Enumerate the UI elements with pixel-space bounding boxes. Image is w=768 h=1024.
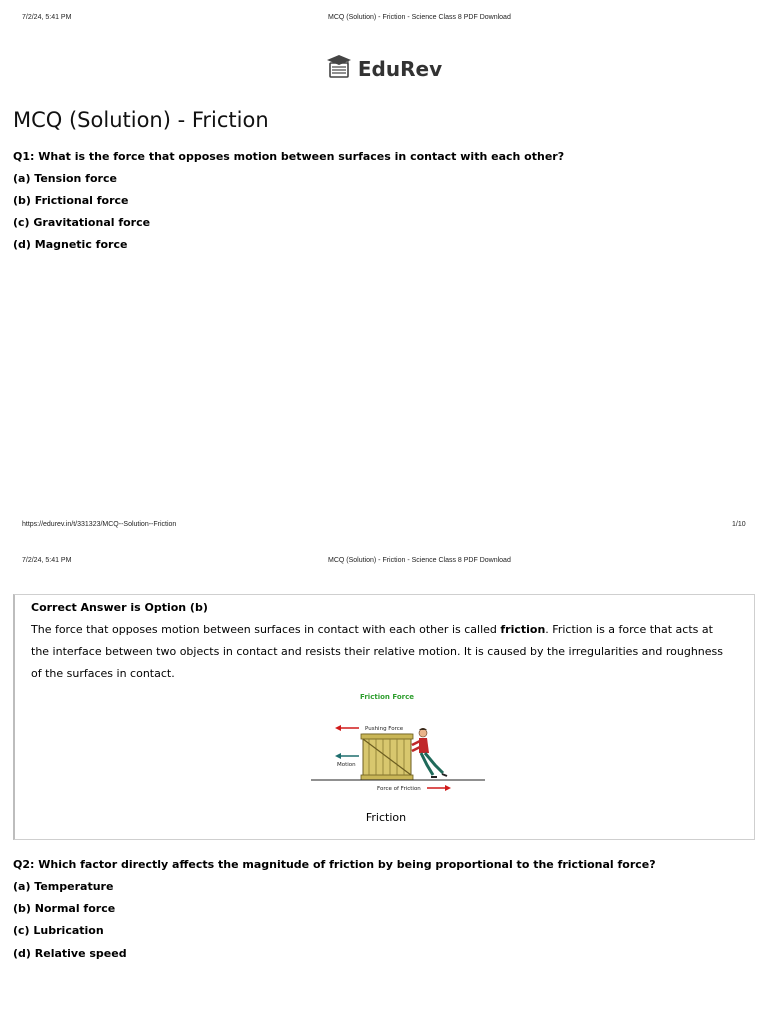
q1-option-b: (b) Frictional force: [13, 194, 129, 207]
q2-option-b: (b) Normal force: [13, 902, 116, 915]
person-pushing-icon: [412, 728, 447, 777]
answer-text-part: The force that opposes motion between surfaces in contact with each other is called: [31, 623, 501, 636]
logo-text: EduRev: [357, 57, 443, 81]
q2-option-c: (c) Lubrication: [13, 924, 104, 937]
pushing-arrow-head: [335, 725, 341, 731]
figure-caption: Friction: [365, 811, 407, 824]
page-footer-number: 1/10: [732, 521, 746, 528]
friction-figure: [295, 691, 485, 803]
page-title: MCQ (Solution) - Friction: [13, 108, 269, 132]
answer-box: [13, 594, 755, 840]
page-header-title: MCQ (Solution) - Friction - Science Class 8 PDF Download: [328, 557, 511, 564]
answer-explanation: [31, 619, 731, 685]
graduation-cap-icon: [326, 54, 352, 84]
crate: [361, 734, 413, 780]
motion-arrow-head: [335, 753, 341, 759]
answer-title: Correct Answer is Option (b): [31, 601, 208, 614]
question-2: Q2: Which factor directly affects the magnitude of friction by being proportional to the frictional force?: [13, 858, 656, 871]
q1-option-a: (a) Tension force: [13, 172, 117, 185]
page-header-datetime: 7/2/24, 5:41 PM: [22, 557, 72, 564]
answer-keyword: friction: [500, 623, 546, 636]
q1-option-d: (d) Magnetic force: [13, 238, 128, 251]
answer-text-part: . Friction is a force that acts at the interface between two objects in contact and resists their relative motion. It is caused by the irregularities and roughness of the surfaces in contact.: [31, 623, 724, 680]
q2-option-d: (d) Relative speed: [13, 947, 127, 960]
edurev-logo[interactable]: [0, 54, 768, 84]
q1-option-c: (c) Gravitational force: [13, 216, 151, 229]
q2-option-a: (a) Temperature: [13, 880, 114, 893]
page-header-datetime: 7/2/24, 5:41 PM: [22, 14, 72, 21]
question-1: Q1: What is the force that opposes motion between surfaces in contact with each other?: [13, 150, 565, 163]
page-header-title: MCQ (Solution) - Friction - Science Class 8 PDF Download: [328, 14, 511, 21]
page-footer-url[interactable]: https://edurev.in/t/331323/MCQ--Solution--Friction: [22, 521, 177, 528]
pushing-force-label: Pushing Force: [365, 726, 404, 732]
motion-label: Motion: [337, 762, 356, 768]
friction-arrow-head: [445, 785, 451, 791]
figure-title: Friction Force: [360, 693, 414, 701]
force-of-friction-label: Force of Friction: [377, 786, 421, 792]
